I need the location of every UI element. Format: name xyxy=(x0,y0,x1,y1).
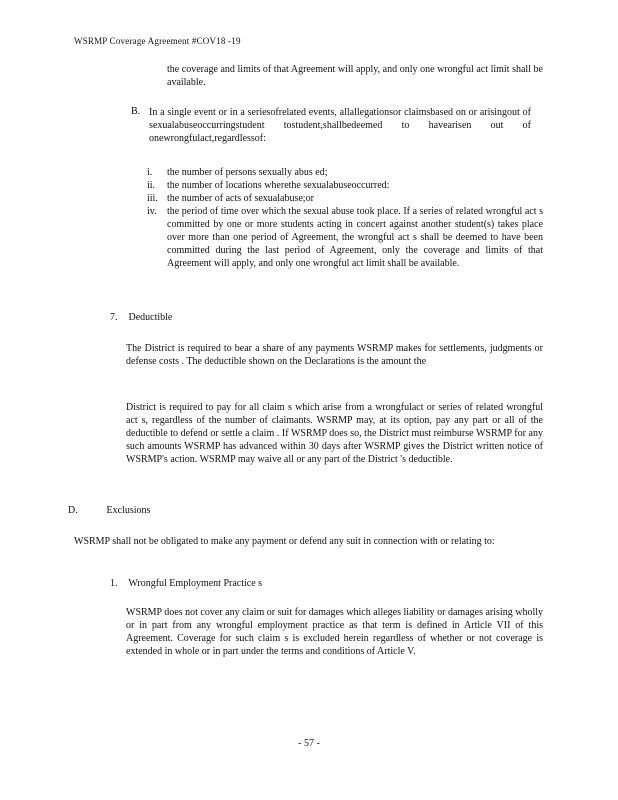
roman-list xyxy=(147,166,543,270)
list-item-number: ii. xyxy=(147,180,156,191)
list-item xyxy=(147,166,543,179)
running-header: WSRMP Coverage Agreement #COV18 -19 xyxy=(74,36,241,46)
subsection-1-title: Wrongful Employment Practice s xyxy=(128,578,263,589)
list-item-text: the number of acts of sexualabuse;or xyxy=(167,193,314,204)
section-d-intro: WSRMP shall not be obligated to make any payment or defend any suit in connection with or relating to: xyxy=(74,536,495,547)
section-d-letter: D. xyxy=(68,505,78,516)
section-7-title: Deductible xyxy=(128,312,173,323)
list-item-text: the number of locations wherethe sexualabuseoccurred: xyxy=(167,180,390,191)
section-d-title: Exclusions xyxy=(106,505,151,516)
subsection-1-number: 1. xyxy=(110,578,118,589)
item-b-paragraph: In a single event or in a seriesofrelated events, allallegationsor claimsbased on or arisingout of sexualabuseoccurringstudent tostudent,shallbedeemed to havearisen out of onewrongfulact,regardlessof: xyxy=(149,107,531,144)
section-7-number: 7. xyxy=(110,312,118,323)
list-item-text: the number of persons sexually abus ed; xyxy=(167,167,328,178)
list-item-text: the period of time over which the sexual abuse took place. If a series of related wrongful act s committed by one or more students acting in concert against another student(s) takes place over more than one period of Agreement, the wrongful act s shall be deemed to have been committed during the last period of Agreement, only the coverage and limits of that Agreement will apply, and only one wrongful act limit shall be available. xyxy=(167,206,543,269)
section-d-heading xyxy=(68,505,150,516)
subsection-1-heading xyxy=(110,578,262,589)
section-7-paragraph-2: District is required to pay for all claim s which arise from a wrongfulact or series of related wrongful act s, regardless of the number of claimants. WSRMP may, at its option, pay any part or all of the deductible to defend or settle a claim . If WSRMP does so, the District must reimburse WSRMP for any such amounts WSRMP has advanced within 30 days after WSRMP gives the District written notice of WSRMP's action. WSRMP may waive all or any part of the District 's deductible. xyxy=(126,402,543,465)
section-7-heading xyxy=(110,312,172,323)
subsection-1-paragraph: WSRMP does not cover any claim or suit for damages which alleges liability or damages arising wholly or in part from any wrongful employment practice as that term is defined in Article VII of this Agreement. Coverage for such claim s is excluded herein regardless of whether or not coverage is extended in whole or in part under the terms and conditions of Article V. xyxy=(126,607,543,657)
item-b-marker: B. xyxy=(131,106,141,117)
continuation-paragraph: the coverage and limits of that Agreement will apply, and only one wrongful act limit shall be available. xyxy=(167,64,543,88)
section-7-paragraph-1: The District is required to bear a share of any payments WSRMP makes for settlements, judgments or defense costs . The deductible shown on the Declarations is the amount the xyxy=(126,343,543,367)
list-item-number: iii. xyxy=(147,193,158,204)
list-item-number: iv. xyxy=(147,206,157,217)
list-item-number: i. xyxy=(147,167,153,178)
list-item xyxy=(147,205,543,270)
list-item xyxy=(147,192,543,205)
page-number: - 57 - xyxy=(298,738,320,749)
list-item xyxy=(147,179,543,192)
